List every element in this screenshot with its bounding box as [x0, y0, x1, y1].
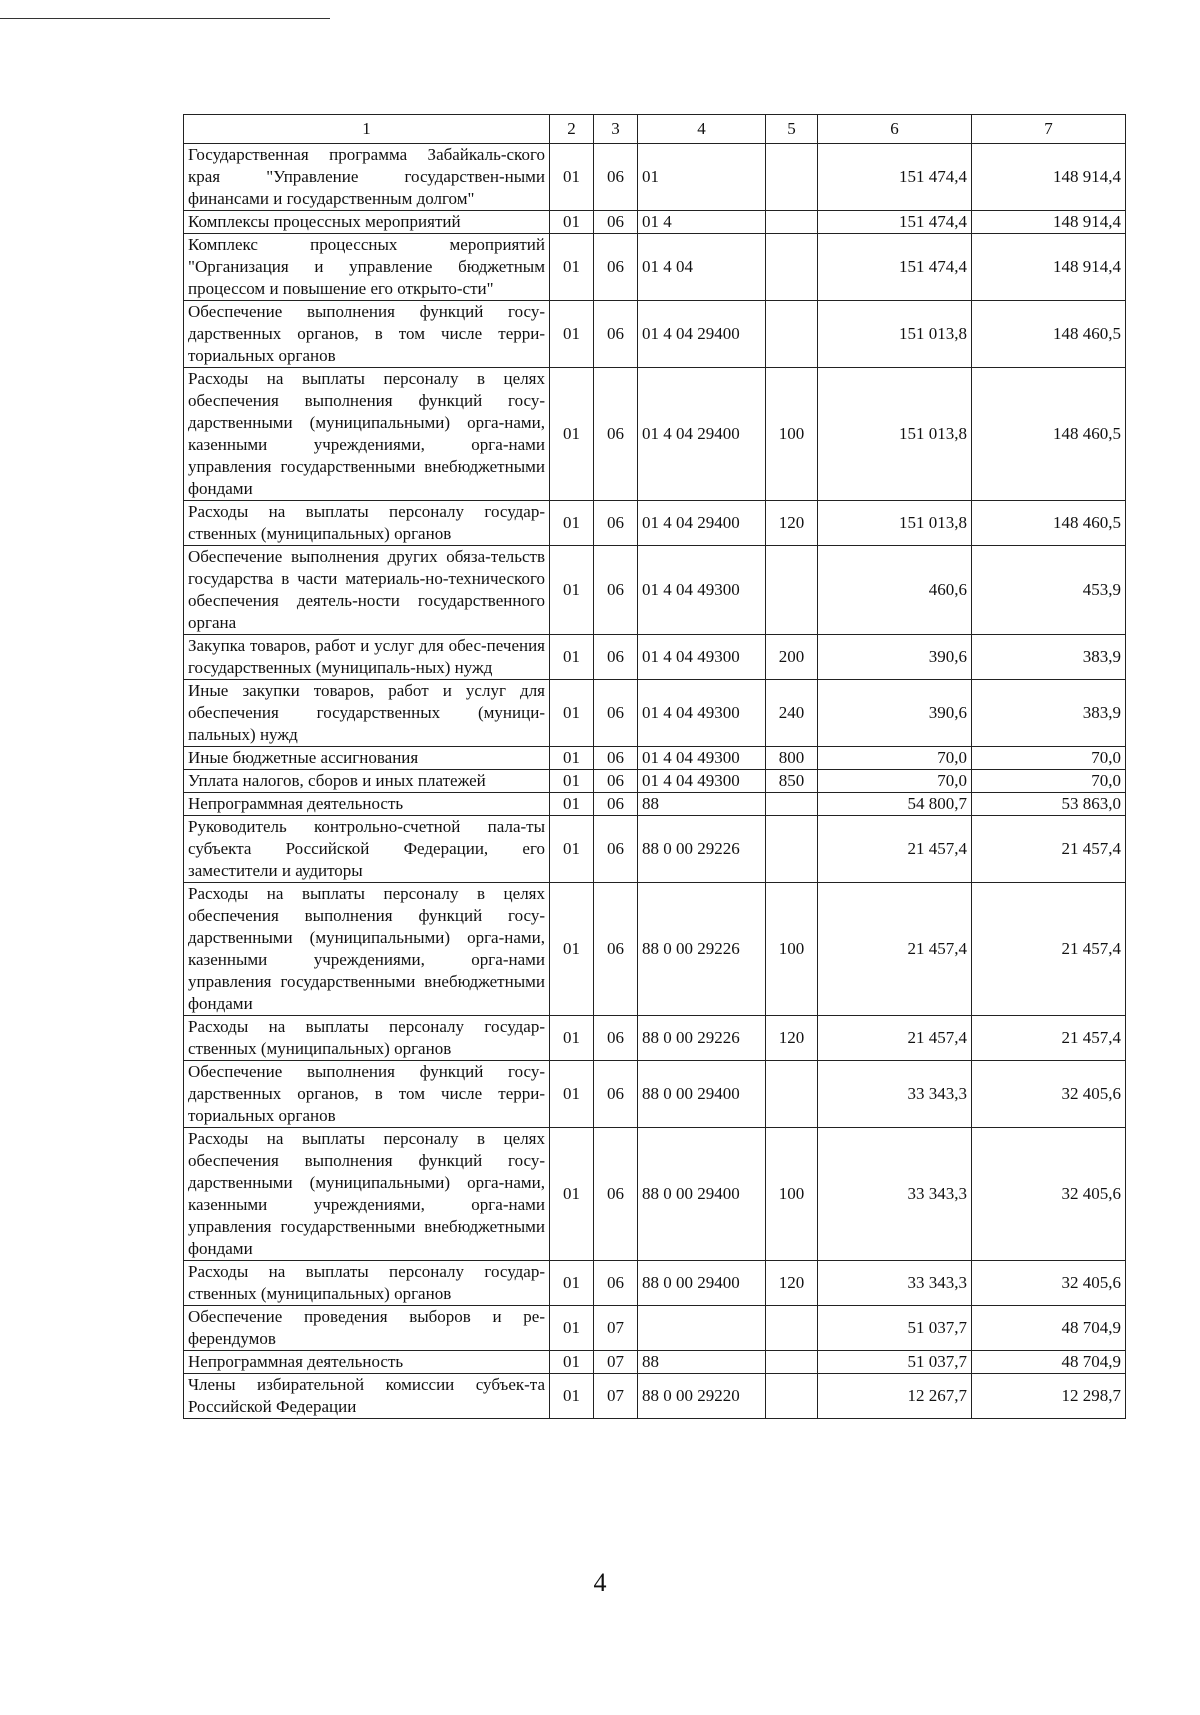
table-row — [184, 1374, 1126, 1419]
table-row — [184, 234, 1126, 301]
cell-section: 01 — [550, 747, 594, 770]
scan-top-rule — [0, 18, 330, 19]
cell-section: 01 — [550, 883, 594, 1016]
col-header-7: 7 — [972, 115, 1126, 144]
cell-amount-6: 151 013,8 — [818, 368, 972, 501]
cell-amount-7: 383,9 — [972, 635, 1126, 680]
cell-target-article: 88 0 00 29220 — [638, 1374, 766, 1419]
cell-expense-type — [766, 546, 818, 635]
row-name: Расходы на выплаты персоналу государ-ственных (муниципальных) органов — [184, 501, 550, 546]
cell-section: 01 — [550, 816, 594, 883]
table-row — [184, 883, 1126, 1016]
page-number: 4 — [593, 1568, 607, 1597]
table-row — [184, 546, 1126, 635]
cell-amount-7: 53 863,0 — [972, 793, 1126, 816]
table-row — [184, 770, 1126, 793]
header-row — [184, 115, 1126, 144]
cell-subsection: 07 — [594, 1306, 638, 1351]
cell-subsection: 06 — [594, 1061, 638, 1128]
cell-subsection: 06 — [594, 770, 638, 793]
cell-amount-7: 32 405,6 — [972, 1261, 1126, 1306]
cell-amount-6: 54 800,7 — [818, 793, 972, 816]
cell-expense-type — [766, 1061, 818, 1128]
cell-amount-6: 21 457,4 — [818, 816, 972, 883]
table-row — [184, 1306, 1126, 1351]
cell-amount-7: 148 460,5 — [972, 501, 1126, 546]
cell-subsection: 06 — [594, 680, 638, 747]
table-row — [184, 301, 1126, 368]
cell-target-article: 88 0 00 29226 — [638, 816, 766, 883]
table-row — [184, 368, 1126, 501]
row-name: Обеспечение выполнения функций госу-дарственных органов, в том числе терри-ториальных органов — [184, 301, 550, 368]
cell-expense-type — [766, 1374, 818, 1419]
cell-amount-6: 51 037,7 — [818, 1306, 972, 1351]
cell-amount-7: 453,9 — [972, 546, 1126, 635]
row-name: Расходы на выплаты персоналу в целях обеспечения выполнения функций госу-дарственными (муниципальными) орга-нами, казенными учреждениями, орга-нами управления государственными внебюджетными фондами — [184, 1128, 550, 1261]
cell-amount-6: 33 343,3 — [818, 1128, 972, 1261]
cell-amount-6: 151 474,4 — [818, 211, 972, 234]
cell-target-article: 88 0 00 29400 — [638, 1061, 766, 1128]
cell-section: 01 — [550, 501, 594, 546]
cell-amount-7: 148 460,5 — [972, 368, 1126, 501]
table-row — [184, 1061, 1126, 1128]
table-row — [184, 1261, 1126, 1306]
row-name: Иные закупки товаров, работ и услуг для обеспечения государственных (муници-пальных) нужд — [184, 680, 550, 747]
cell-amount-7: 70,0 — [972, 770, 1126, 793]
row-name: Непрограммная деятельность — [184, 1351, 550, 1374]
cell-amount-7: 148 914,4 — [972, 211, 1126, 234]
cell-expense-type: 100 — [766, 368, 818, 501]
table-row — [184, 816, 1126, 883]
cell-amount-7: 148 914,4 — [972, 144, 1126, 211]
cell-section: 01 — [550, 234, 594, 301]
cell-target-article: 88 — [638, 1351, 766, 1374]
cell-target-article: 01 4 04 49300 — [638, 770, 766, 793]
cell-subsection: 06 — [594, 368, 638, 501]
row-name: Обеспечение выполнения других обяза-тельств государства в части материаль-но-технического обеспечения деятель-ности государственного органа — [184, 546, 550, 635]
row-name: Члены избирательной комиссии субъек-та Российской Федерации — [184, 1374, 550, 1419]
row-name: Иные бюджетные ассигнования — [184, 747, 550, 770]
cell-subsection: 07 — [594, 1374, 638, 1419]
cell-subsection: 06 — [594, 635, 638, 680]
cell-amount-6: 151 474,4 — [818, 144, 972, 211]
cell-amount-6: 390,6 — [818, 680, 972, 747]
cell-expense-type: 800 — [766, 747, 818, 770]
cell-expense-type — [766, 793, 818, 816]
col-header-5: 5 — [766, 115, 818, 144]
table-row — [184, 1016, 1126, 1061]
row-name: Расходы на выплаты персоналу государ-ственных (муниципальных) органов — [184, 1016, 550, 1061]
col-header-2: 2 — [550, 115, 594, 144]
cell-section: 01 — [550, 1306, 594, 1351]
cell-amount-7: 21 457,4 — [972, 816, 1126, 883]
cell-amount-6: 151 474,4 — [818, 234, 972, 301]
cell-expense-type: 120 — [766, 1016, 818, 1061]
cell-subsection: 06 — [594, 1261, 638, 1306]
cell-target-article: 88 0 00 29226 — [638, 883, 766, 1016]
row-name: Комплексы процессных мероприятий — [184, 211, 550, 234]
cell-expense-type — [766, 1351, 818, 1374]
cell-amount-6: 70,0 — [818, 747, 972, 770]
cell-amount-6: 70,0 — [818, 770, 972, 793]
cell-amount-7: 32 405,6 — [972, 1061, 1126, 1128]
row-name: Расходы на выплаты персоналу в целях обеспечения выполнения функций госу-дарственными (муниципальными) орга-нами, казенными учреждениями, орга-нами управления государственными внебюджетными фондами — [184, 883, 550, 1016]
table-body — [184, 144, 1126, 1419]
cell-subsection: 06 — [594, 144, 638, 211]
cell-amount-7: 70,0 — [972, 747, 1126, 770]
cell-amount-7: 12 298,7 — [972, 1374, 1126, 1419]
cell-expense-type — [766, 1306, 818, 1351]
cell-amount-6: 33 343,3 — [818, 1261, 972, 1306]
cell-target-article: 01 4 04 49300 — [638, 747, 766, 770]
cell-subsection: 06 — [594, 546, 638, 635]
cell-target-article — [638, 1306, 766, 1351]
cell-section: 01 — [550, 368, 594, 501]
cell-subsection: 07 — [594, 1351, 638, 1374]
row-name: Обеспечение проведения выборов и ре-ферендумов — [184, 1306, 550, 1351]
col-header-3: 3 — [594, 115, 638, 144]
row-name: Расходы на выплаты персоналу в целях обеспечения выполнения функций госу-дарственными (муниципальными) орга-нами, казенными учреждениями, орга-нами управления государственными внебюджетными фондами — [184, 368, 550, 501]
cell-amount-6: 33 343,3 — [818, 1061, 972, 1128]
row-name: Руководитель контрольно-счетной пала-ты субъекта Российской Федерации, его заместители и аудиторы — [184, 816, 550, 883]
cell-expense-type: 100 — [766, 883, 818, 1016]
cell-section: 01 — [550, 1061, 594, 1128]
cell-section: 01 — [550, 301, 594, 368]
cell-section: 01 — [550, 793, 594, 816]
cell-subsection: 06 — [594, 1128, 638, 1261]
table-row — [184, 747, 1126, 770]
cell-target-article: 01 4 04 49300 — [638, 635, 766, 680]
cell-section: 01 — [550, 144, 594, 211]
cell-subsection: 06 — [594, 816, 638, 883]
cell-expense-type — [766, 144, 818, 211]
cell-subsection: 06 — [594, 234, 638, 301]
cell-target-article: 88 — [638, 793, 766, 816]
cell-section: 01 — [550, 546, 594, 635]
row-name: Закупка товаров, работ и услуг для обес-печения государственных (муниципаль-ных) нужд — [184, 635, 550, 680]
cell-amount-6: 51 037,7 — [818, 1351, 972, 1374]
row-name: Непрограммная деятельность — [184, 793, 550, 816]
cell-expense-type — [766, 816, 818, 883]
table-row — [184, 211, 1126, 234]
cell-amount-6: 151 013,8 — [818, 301, 972, 368]
cell-subsection: 06 — [594, 301, 638, 368]
cell-section: 01 — [550, 680, 594, 747]
cell-target-article: 88 0 00 29226 — [638, 1016, 766, 1061]
cell-section: 01 — [550, 1261, 594, 1306]
cell-expense-type — [766, 234, 818, 301]
col-header-1: 1 — [184, 115, 550, 144]
cell-subsection: 06 — [594, 211, 638, 234]
cell-subsection: 06 — [594, 501, 638, 546]
cell-target-article: 01 4 04 29400 — [638, 301, 766, 368]
cell-amount-6: 390,6 — [818, 635, 972, 680]
cell-subsection: 06 — [594, 1016, 638, 1061]
cell-amount-6: 12 267,7 — [818, 1374, 972, 1419]
table-row — [184, 793, 1126, 816]
cell-section: 01 — [550, 211, 594, 234]
table-row — [184, 1128, 1126, 1261]
cell-amount-6: 460,6 — [818, 546, 972, 635]
cell-amount-7: 21 457,4 — [972, 883, 1126, 1016]
budget-table — [183, 114, 1126, 1419]
cell-amount-7: 383,9 — [972, 680, 1126, 747]
cell-amount-7: 32 405,6 — [972, 1128, 1126, 1261]
table-row — [184, 501, 1126, 546]
cell-expense-type — [766, 301, 818, 368]
row-name: Расходы на выплаты персоналу государ-ственных (муниципальных) органов — [184, 1261, 550, 1306]
cell-subsection: 06 — [594, 747, 638, 770]
cell-target-article: 88 0 00 29400 — [638, 1128, 766, 1261]
cell-target-article: 01 — [638, 144, 766, 211]
cell-expense-type: 100 — [766, 1128, 818, 1261]
cell-amount-6: 151 013,8 — [818, 501, 972, 546]
row-name: Обеспечение выполнения функций госу-дарственных органов, в том числе терри-ториальных органов — [184, 1061, 550, 1128]
cell-section: 01 — [550, 1128, 594, 1261]
cell-amount-6: 21 457,4 — [818, 1016, 972, 1061]
cell-expense-type: 850 — [766, 770, 818, 793]
cell-expense-type: 120 — [766, 1261, 818, 1306]
cell-target-article: 01 4 — [638, 211, 766, 234]
cell-subsection: 06 — [594, 793, 638, 816]
table-row — [184, 1351, 1126, 1374]
cell-target-article: 88 0 00 29400 — [638, 1261, 766, 1306]
cell-amount-7: 21 457,4 — [972, 1016, 1126, 1061]
cell-expense-type: 240 — [766, 680, 818, 747]
cell-expense-type: 120 — [766, 501, 818, 546]
col-header-4: 4 — [638, 115, 766, 144]
row-name: Государственная программа Забайкаль-ского края "Управление государствен-ными финансами и государственным долгом" — [184, 144, 550, 211]
cell-section: 01 — [550, 635, 594, 680]
cell-target-article: 01 4 04 — [638, 234, 766, 301]
cell-section: 01 — [550, 1016, 594, 1061]
cell-target-article: 01 4 04 49300 — [638, 546, 766, 635]
cell-target-article: 01 4 04 49300 — [638, 680, 766, 747]
cell-expense-type — [766, 211, 818, 234]
cell-amount-7: 48 704,9 — [972, 1351, 1126, 1374]
cell-amount-7: 48 704,9 — [972, 1306, 1126, 1351]
col-header-6: 6 — [818, 115, 972, 144]
cell-section: 01 — [550, 770, 594, 793]
cell-amount-7: 148 914,4 — [972, 234, 1126, 301]
table-row — [184, 680, 1126, 747]
row-name: Комплекс процессных мероприятий "Организация и управление бюджетным процессом и повышение его открыто-сти" — [184, 234, 550, 301]
table-row — [184, 635, 1126, 680]
cell-section: 01 — [550, 1374, 594, 1419]
cell-target-article: 01 4 04 29400 — [638, 368, 766, 501]
cell-expense-type: 200 — [766, 635, 818, 680]
cell-target-article: 01 4 04 29400 — [638, 501, 766, 546]
row-name: Уплата налогов, сборов и иных платежей — [184, 770, 550, 793]
cell-amount-6: 21 457,4 — [818, 883, 972, 1016]
cell-subsection: 06 — [594, 883, 638, 1016]
cell-section: 01 — [550, 1351, 594, 1374]
cell-amount-7: 148 460,5 — [972, 301, 1126, 368]
table-row — [184, 144, 1126, 211]
